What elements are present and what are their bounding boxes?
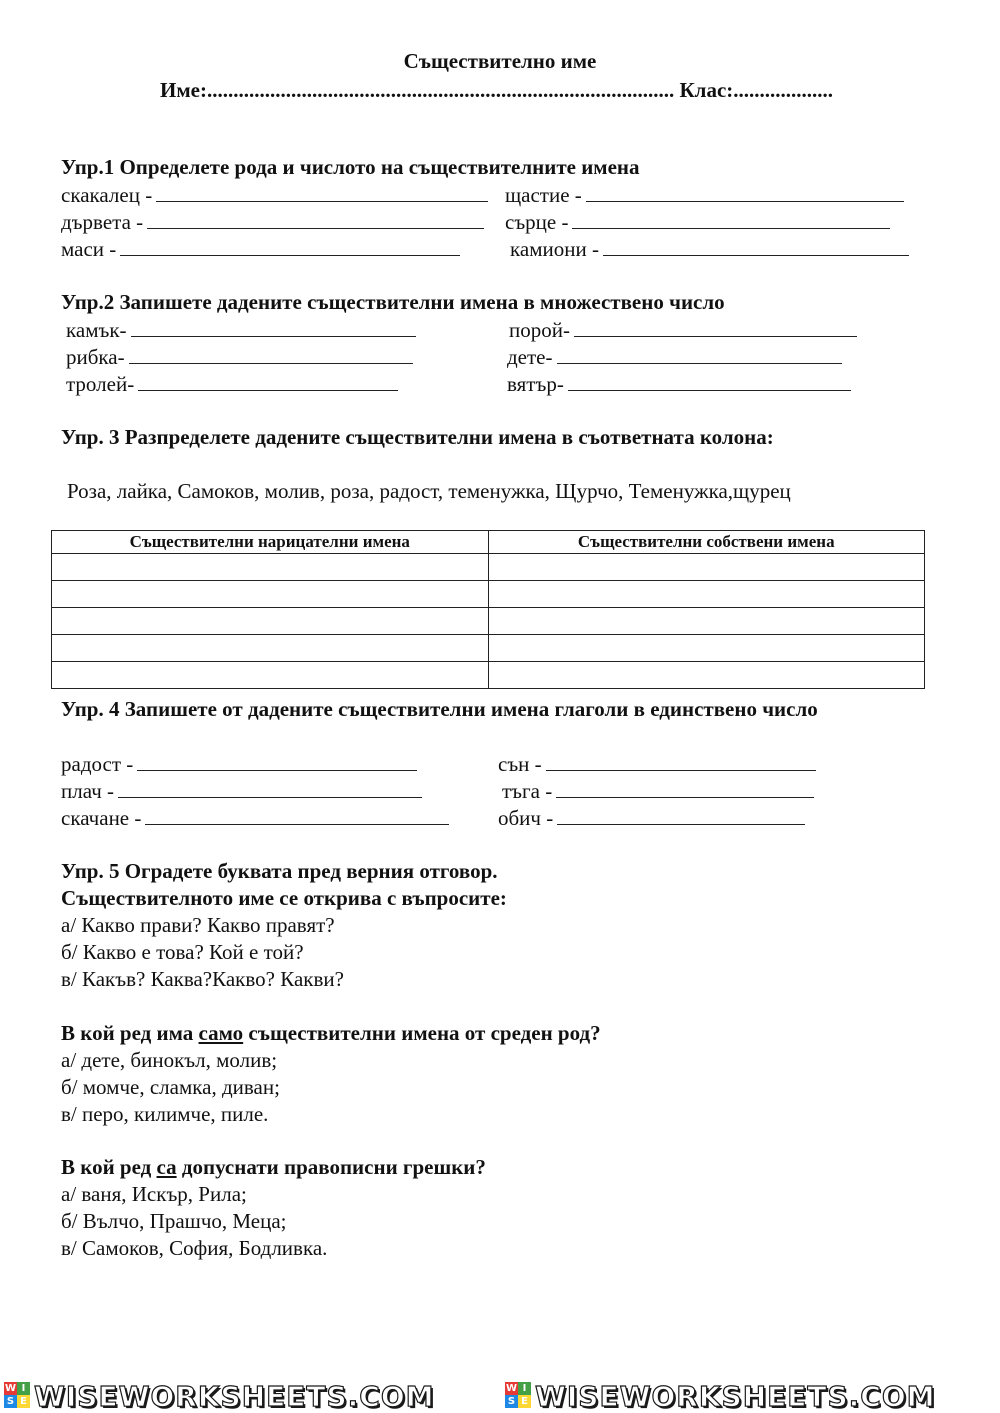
ex1-heading: Упр.1 Определете рода и числото на съществителните имена	[61, 155, 640, 179]
wise-badge-icon: W I S E	[505, 1382, 531, 1408]
ex4-item: плач -	[61, 778, 422, 804]
ex2-item: вятър-	[507, 371, 851, 397]
answer-option[interactable]: а/ Какво прави? Какво правят?	[61, 913, 335, 937]
ex2-item: порой-	[509, 317, 857, 343]
col-proper-nouns: Съществителни собствени имена	[488, 531, 925, 554]
name-class-row	[160, 78, 833, 103]
answer-option[interactable]: б/ Вълчо, Прашчо, Меца;	[61, 1209, 287, 1233]
answer-option[interactable]: б/ Какво е това? Кой е той?	[61, 940, 304, 964]
ex2-item: рибка-	[66, 344, 413, 370]
ex2-item: камък-	[66, 317, 416, 343]
table-row	[52, 608, 925, 635]
noun-sort-table	[51, 530, 925, 689]
answer-cell[interactable]	[52, 581, 489, 608]
name-label: Име:.........................................................................................	[160, 78, 675, 102]
col-common-nouns: Съществителни нарицателни имена	[52, 531, 489, 554]
ex3-heading: Упр. 3 Разпределете дадените съществителни имена в съответната колона:	[61, 425, 774, 449]
ex5-question-1: Съществителното име се открива с въпросите:	[61, 886, 507, 910]
ex3-word-list: Роза, лайка, Самоков, молив, роза, радост, теменужка, Щурчо, Теменужка,щурец	[67, 479, 791, 503]
answer-option[interactable]: в/ Какъв? Каква?Какво? Какви?	[61, 967, 344, 991]
answer-option[interactable]: в/ Самоков, София, Бодливка.	[61, 1236, 328, 1260]
answer-cell[interactable]	[52, 635, 489, 662]
answer-cell[interactable]	[52, 554, 489, 581]
ex1-item: скакалец -	[61, 182, 488, 208]
answer-option[interactable]: а/ дете, бинокъл, молив;	[61, 1048, 278, 1072]
ex1-item: дървета -	[61, 209, 484, 235]
ex4-item: радост -	[61, 751, 417, 777]
answer-cell[interactable]	[488, 554, 925, 581]
ex5-question-2: В кой ред има само съществителни имена от среден род?	[61, 1021, 601, 1045]
table-row	[52, 581, 925, 608]
worksheet-title: Съществително име	[403, 49, 597, 73]
ex1-item: камиони -	[510, 236, 909, 262]
ex1-item: сърце -	[505, 209, 890, 235]
wise-badge-icon: W I S E	[4, 1382, 30, 1408]
ex1-item: маси -	[61, 236, 460, 262]
answer-cell[interactable]	[488, 662, 925, 689]
answer-cell[interactable]	[52, 608, 489, 635]
ex5-question-3: В кой ред са допуснати правописни грешки?	[61, 1155, 486, 1179]
ex4-heading: Упр. 4 Запишете от дадените съществителни имена глаголи в единствено число	[61, 697, 818, 721]
table-row	[52, 662, 925, 689]
ex4-item: обич -	[498, 805, 805, 831]
ex4-item: тъга -	[502, 778, 814, 804]
ex2-item: тролей-	[66, 371, 398, 397]
ex5-heading: Упр. 5 Оградете буквата пред верния отговор.	[61, 859, 498, 883]
answer-cell[interactable]	[488, 608, 925, 635]
answer-cell[interactable]	[488, 581, 925, 608]
table-row	[52, 554, 925, 581]
ex4-item: сън -	[498, 751, 816, 777]
answer-cell[interactable]	[488, 635, 925, 662]
table-row	[52, 635, 925, 662]
footer-logo: WISEWORKSHEETS.COM	[535, 1380, 936, 1413]
ex2-item: дете-	[507, 344, 842, 370]
ex4-item: скачане -	[61, 805, 449, 831]
answer-option[interactable]: в/ перо, килимче, пиле.	[61, 1102, 269, 1126]
ex2-heading: Упр.2 Запишете дадените съществителни имена в множествено число	[61, 290, 725, 314]
class-label: Клас:...................	[679, 78, 834, 102]
answer-cell[interactable]	[52, 662, 489, 689]
ex1-item: щастие -	[505, 182, 904, 208]
answer-option[interactable]: б/ момче, сламка, диван;	[61, 1075, 280, 1099]
answer-option[interactable]: а/ ваня, Искър, Рила;	[61, 1182, 247, 1206]
footer-logo: WISEWORKSHEETS.COM	[34, 1380, 435, 1413]
